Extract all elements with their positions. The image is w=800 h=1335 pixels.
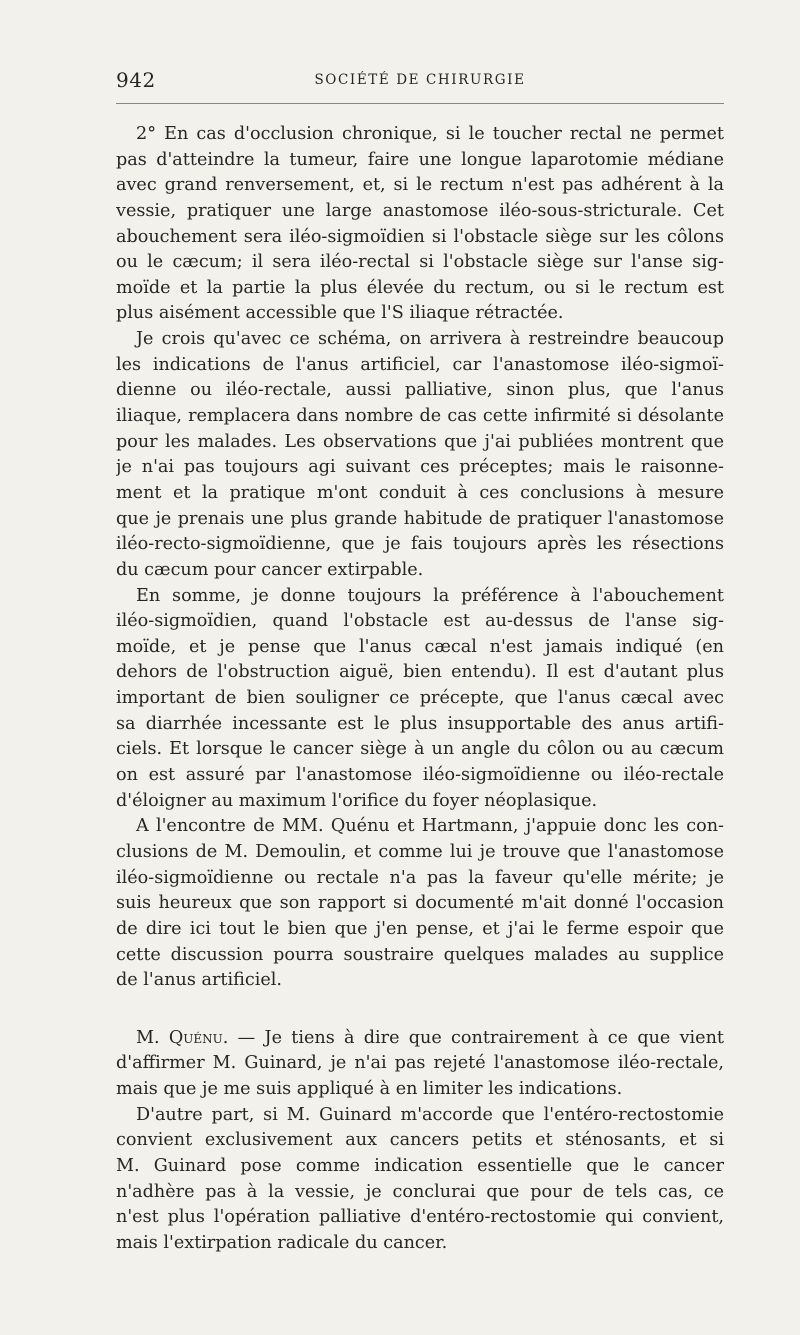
text-line: M. Guinard pose comme indication essentielle que le cancer (116, 1155, 724, 1176)
page-header (116, 68, 724, 94)
text-line: dehors de l'obstruction aiguë, bien entendu). Il est d'autant plus (116, 662, 724, 683)
text-line: dienne ou iléo-rectale, aussi palliative, sinon plus, que l'anus (116, 380, 724, 401)
text-line: du cæcum pour cancer extirpable. (116, 559, 424, 580)
text-line: ment et la pratique m'ont conduit à ces conclusions à mesure (116, 482, 724, 503)
speech-quenu (116, 1026, 724, 1103)
text-line: iléo-sigmoïdienne ou rectale n'a pas la faveur qu'elle mérite; je (116, 867, 724, 888)
text-line: n'est plus l'opération palliative d'entéro-rectostomie qui convient, (116, 1207, 724, 1228)
text-line: iléo-recto-sigmoïdienne, que je fais toujours après les résections (116, 534, 724, 555)
text-line: En somme, je donne toujours la préférence à l'abouchement (136, 585, 724, 606)
paragraph-conclusion (116, 814, 724, 993)
text-line: n'adhère pas à la vessie, je conclurai que pour de tels cas, ce (116, 1181, 724, 1202)
text-line: on est assuré par l'anastomose iléo-sigmoïdienne ou iléo-rectale (116, 765, 724, 786)
text-line (116, 1026, 724, 1052)
text-line: pour les malades. Les observations que j'ai publiées montrent que (116, 431, 724, 452)
speaker-name: M. Quénu. (136, 1027, 229, 1048)
page-number: 942 (116, 68, 156, 92)
text-line: que je prenais une plus grande habitude de pratiquer l'anastomose (116, 508, 724, 529)
text-line: 2° En cas d'occlusion chronique, si le toucher rectal ne permet (136, 124, 724, 144)
section-gap (116, 994, 724, 1026)
text-line: cette discussion pourra soustraire quelques malades au supplice (116, 944, 724, 965)
text-line: important de bien souligner ce précepte, que l'anus cæcal avec (116, 688, 724, 709)
text-line: mais l'extirpation radicale du cancer. (116, 1232, 448, 1253)
text-line: pas d'atteindre la tumeur, faire une longue laparotomie médiane (116, 149, 724, 170)
text-line: avec grand renversement, et, si le rectum n'est pas adhérent à la (116, 175, 724, 196)
text-line: iliaque, remplacera dans nombre de cas cette infirmité si désolante (116, 406, 724, 427)
text-line: d'éloigner au maximum l'orifice du foyer néoplasique. (116, 790, 598, 811)
text-line: de dire ici tout le bien que j'en pense, et j'ai le ferme espoir que (116, 918, 724, 939)
text-line: suis heureux que son rapport si documenté m'ait donné l'occasion (116, 893, 724, 914)
running-title: SOCIÉTÉ DE CHIRURGIE (314, 72, 526, 88)
text-line: moïde et la partie la plus élevée du rectum, ou si le rectum est (116, 277, 724, 298)
header-rule (116, 103, 724, 104)
text-line: ciels. Et lorsque le cancer siège à un angle du côlon ou au cæcum (116, 739, 724, 760)
text-line: clusions de M. Demoulin, et comme lui je trouve que l'anastomose (116, 841, 724, 862)
text-line: je n'ai pas toujours agi suivant ces préceptes; mais le raisonne- (116, 457, 724, 478)
paragraph-en-somme (116, 584, 724, 815)
speech-text: — Je tiens à dire que contrairement à ce que vient (228, 1027, 724, 1048)
paragraph-point-2 (116, 122, 724, 327)
text-line: plus aisément accessible que l'S iliaque rétractée. (116, 303, 564, 324)
text-line: les indications de l'anus artificiel, car l'anastomose iléo-sigmoï- (116, 354, 724, 375)
text-line: A l'encontre de MM. Quénu et Hartmann, j'appuie donc les con- (136, 816, 724, 837)
text-line: ou le cæcum; il sera iléo-rectal si l'obstacle siège sur l'anse sig- (116, 252, 724, 273)
text-line: iléo-sigmoïdien, quand l'obstacle est au-dessus de l'anse sig- (116, 611, 724, 632)
text-line: Je crois qu'avec ce schéma, on arrivera à restreindre beaucoup (136, 329, 724, 350)
text-line: moïde, et je pense que l'anus cæcal n'est jamais indiqué (en (116, 636, 724, 657)
text-line: de l'anus artificiel. (116, 970, 282, 991)
paragraph-schema (116, 327, 724, 583)
text-line: d'affirmer M. Guinard, je n'ai pas rejeté l'anastomose iléo-rectale, (116, 1053, 724, 1074)
body-text (116, 122, 724, 1257)
text-line: convient exclusivement aux cancers petits et sténosants, et si (116, 1130, 724, 1151)
text-line: sa diarrhée incessante est le plus insupportable des anus artifi- (116, 713, 724, 734)
text-line: abouchement sera iléo-sigmoïdien si l'obstacle siège sur les côlons (116, 226, 724, 247)
paragraph-autre-part (116, 1103, 724, 1257)
text-line: mais que je me suis appliqué à en limiter les indications. (116, 1079, 623, 1100)
text-line: D'autre part, si M. Guinard m'accorde que l'entéro-rectostomie (136, 1104, 724, 1125)
text-line: vessie, pratiquer une large anastomose iléo-sous-stricturale. Cet (116, 200, 724, 221)
